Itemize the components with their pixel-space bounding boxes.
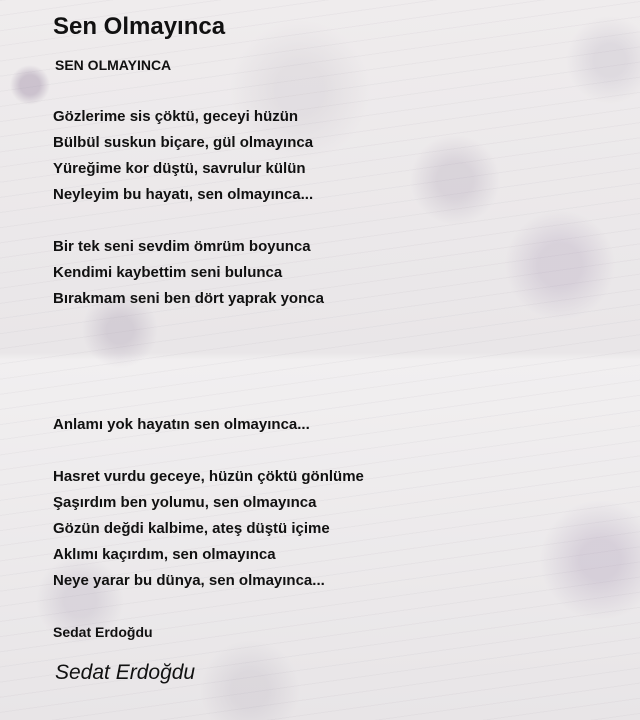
stanza-2 bbox=[53, 234, 324, 312]
poem-line: Kendimi kaybettim seni bulunca bbox=[53, 264, 283, 281]
poem-subtitle: SEN OLMAYINCA bbox=[55, 57, 172, 73]
poem-line: Şaşırdım ben yolumu, sen olmayınca bbox=[53, 494, 317, 511]
poem-line: Bırakmam seni ben dört yaprak yonca bbox=[53, 290, 324, 307]
poem-line: Neyleyim bu hayatı, sen olmayınca... bbox=[53, 186, 314, 203]
poem-line: Hasret vurdu geceye, hüzün çöktü gönlüme bbox=[53, 468, 364, 485]
author-signature: Sedat Erdoğdu bbox=[55, 661, 196, 684]
stanza-3 bbox=[53, 412, 310, 438]
poem-line: Gözlerime sis çöktü, geceyi hüzün bbox=[53, 108, 299, 125]
poem-line: Bülbül suskun biçare, gül olmayınca bbox=[53, 134, 314, 151]
poem-line: Gözün değdi kalbime, ateş düştü içime bbox=[53, 520, 330, 537]
stanza-1 bbox=[53, 104, 313, 208]
poem-line: Aklımı kaçırdım, sen olmayınca bbox=[53, 546, 276, 563]
stanza-4 bbox=[53, 464, 364, 594]
poem-line: Neye yarar bu dünya, sen olmayınca... bbox=[53, 572, 325, 589]
poem-line: Bir tek seni sevdim ömrüm boyunca bbox=[53, 238, 311, 255]
poem-author: Sedat Erdoğdu bbox=[53, 624, 153, 640]
poem-line: Anlamı yok hayatın sen olmayınca... bbox=[53, 416, 310, 433]
poem-line: Yüreğime kor düştü, savrulur külün bbox=[53, 160, 306, 177]
poem-title: Sen Olmayınca bbox=[53, 13, 226, 40]
